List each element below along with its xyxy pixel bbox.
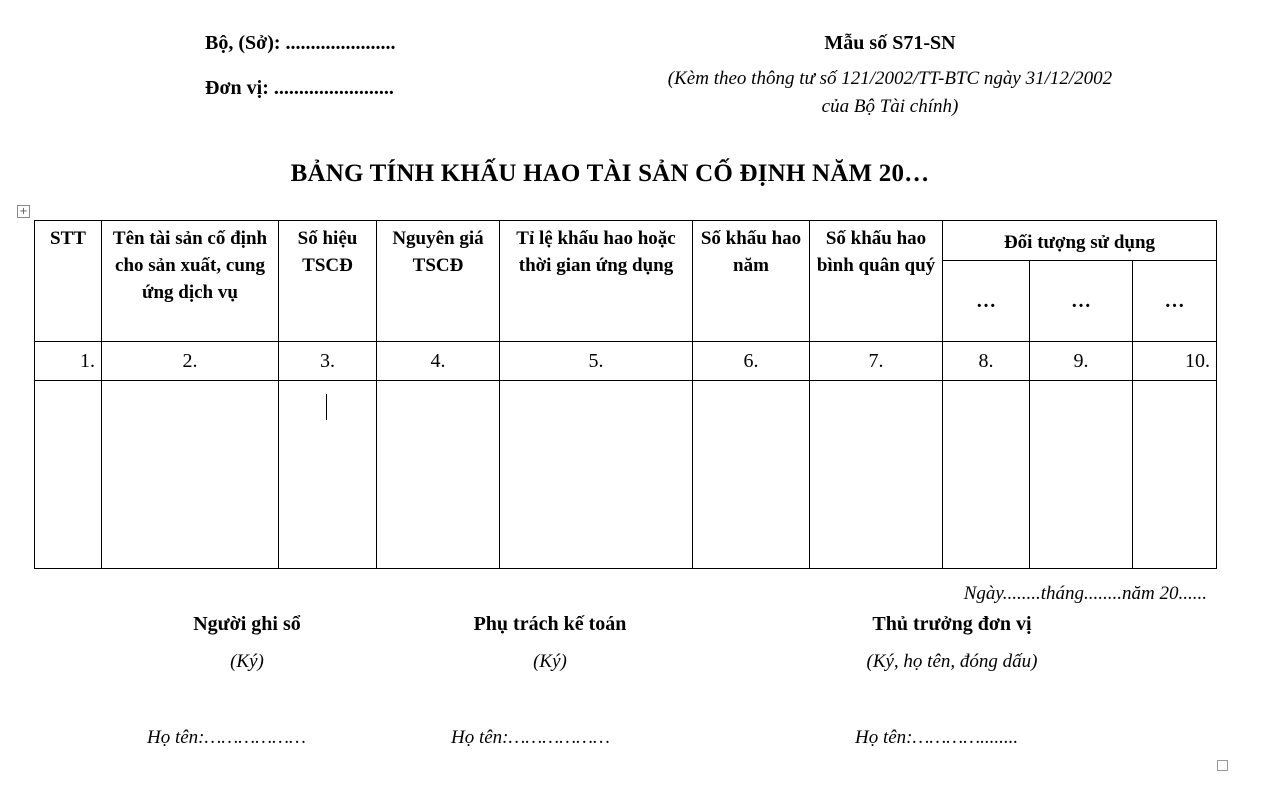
- col-number: 3.: [279, 342, 377, 381]
- table-cell[interactable]: [1030, 381, 1133, 569]
- depreciation-table: [34, 220, 1217, 569]
- col-header-asset-name: Tên tài sản cố định cho sản xuất, cung ứng dịch vụ: [102, 221, 279, 342]
- signer-accountant-title: Phụ trách kế toán: [473, 613, 627, 635]
- signer-accountant-note: (Ký): [533, 651, 567, 672]
- ministry-line: Bộ, (Sở): ......................: [205, 32, 396, 54]
- signer-head-title: Thủ trưởng đơn vị: [872, 613, 1032, 635]
- signer-accountant-name-line: Họ tên:………………: [451, 727, 610, 748]
- col-number: 4.: [377, 342, 500, 381]
- signer-recorder-title: Người ghi sổ: [193, 613, 301, 635]
- col-number: 8.: [943, 342, 1030, 381]
- col-header-stt: STT: [35, 221, 102, 342]
- paragraph-end-icon: [1217, 760, 1228, 771]
- form-code: Mẫu số S71-SN: [824, 32, 956, 54]
- sub-col-3: …: [1133, 261, 1217, 342]
- col-number: 2.: [102, 342, 279, 381]
- text-cursor: [326, 394, 327, 420]
- signer-recorder-name-line: Họ tên:………………: [147, 727, 306, 748]
- unit-line: Đơn vị: ........................: [205, 77, 394, 99]
- table-cell[interactable]: [1133, 381, 1217, 569]
- page-title: BẢNG TÍNH KHẤU HAO TÀI SẢN CỐ ĐỊNH NĂM 20…: [290, 160, 930, 187]
- col-header-users: Đối tượng sử dụng: [943, 221, 1217, 261]
- table-cell[interactable]: [35, 381, 102, 569]
- col-header-original-cost: Nguyên giá TSCĐ: [377, 221, 500, 342]
- table-cell[interactable]: [693, 381, 810, 569]
- sub-col-1: …: [943, 261, 1030, 342]
- signer-head-name-line: Họ tên:…………........: [855, 727, 1019, 748]
- sub-col-2: …: [1030, 261, 1133, 342]
- col-header-annual-depreciation: Số khấu hao năm: [693, 221, 810, 342]
- col-header-depreciation-rate: Tỉ lệ khấu hao hoặc thời gian ứng dụng: [500, 221, 693, 342]
- col-number: 1.: [35, 342, 102, 381]
- col-number: 5.: [500, 342, 693, 381]
- col-header-asset-code: Số hiệu TSCĐ: [279, 221, 377, 342]
- circular-line-1: (Kèm theo thông tư số 121/2002/TT-BTC ngày 31/12/2002: [667, 68, 1113, 89]
- table-cell[interactable]: [943, 381, 1030, 569]
- move-handle-icon[interactable]: +: [17, 205, 30, 218]
- table-cell[interactable]: [377, 381, 500, 569]
- col-header-quarterly-depreciation: Số khấu hao bình quân quý: [810, 221, 943, 342]
- signer-recorder-note: (Ký): [230, 651, 264, 672]
- col-number: 6.: [693, 342, 810, 381]
- signer-head-note: (Ký, họ tên, đóng dấu): [866, 651, 1038, 672]
- date-line: Ngày........tháng........năm 20......: [963, 583, 1207, 604]
- circular-line-2: của Bộ Tài chính): [821, 96, 959, 117]
- table-cell[interactable]: [810, 381, 943, 569]
- table-cell[interactable]: [279, 381, 377, 569]
- table-cell[interactable]: [102, 381, 279, 569]
- col-number: 10.: [1133, 342, 1217, 381]
- table-cell[interactable]: [500, 381, 693, 569]
- col-number: 7.: [810, 342, 943, 381]
- col-number: 9.: [1030, 342, 1133, 381]
